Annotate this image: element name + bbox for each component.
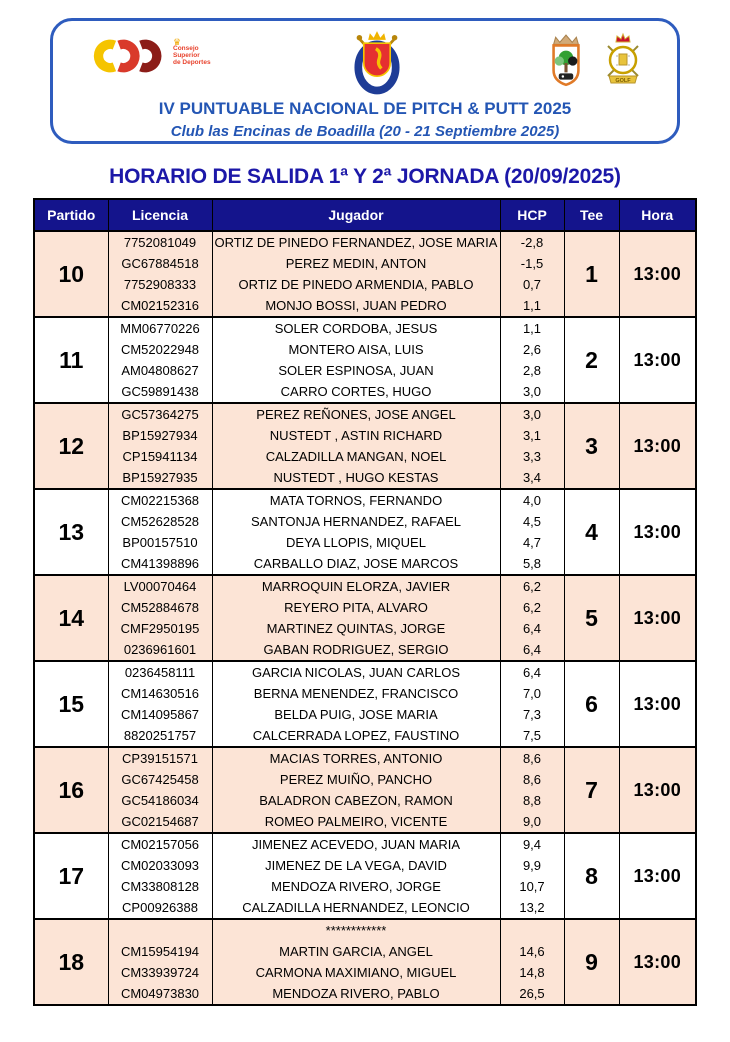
column-header-partido: Partido <box>34 199 108 231</box>
header-banner <box>50 18 680 144</box>
hcp-cell: 4,5 <box>500 511 564 532</box>
tee-cell: 1 <box>564 231 619 317</box>
licencia-cell <box>108 919 212 941</box>
csd-mark-icon <box>91 36 169 81</box>
hora-cell: 13:00 <box>619 489 696 575</box>
jugador-cell: CARBALLO DIAZ, JOSE MARCOS <box>212 553 500 575</box>
licencia-cell: GC67425458 <box>108 769 212 790</box>
hcp-cell: 4,7 <box>500 532 564 553</box>
licencia-cell: GC02154687 <box>108 811 212 833</box>
table-header-row <box>34 199 696 231</box>
hcp-cell: 1,1 <box>500 295 564 317</box>
right-logos <box>543 32 647 95</box>
licencia-cell: LV00070464 <box>108 575 212 597</box>
jugador-cell: CALZADILLA MANGAN, NOEL <box>212 446 500 467</box>
jugador-cell: ORTIZ DE PINEDO ARMENDIA, PABLO <box>212 274 500 295</box>
jugador-cell: MONJO BOSSI, JUAN PEDRO <box>212 295 500 317</box>
jugador-cell: NUSTEDT , ASTIN RICHARD <box>212 425 500 446</box>
licencia-cell: CM52022948 <box>108 339 212 360</box>
jugador-cell: SOLER ESPINOSA, JUAN <box>212 360 500 381</box>
licencia-cell: CM02152316 <box>108 295 212 317</box>
licencia-cell: 8820251757 <box>108 725 212 747</box>
licencia-cell: BP15927934 <box>108 425 212 446</box>
hcp-cell: -1,5 <box>500 253 564 274</box>
licencia-cell: MM06770226 <box>108 317 212 339</box>
player-row <box>34 575 696 597</box>
jugador-cell: MATA TORNOS, FERNANDO <box>212 489 500 511</box>
svg-text:GOLF: GOLF <box>615 78 631 84</box>
licencia-cell: CP00926388 <box>108 897 212 919</box>
jugador-cell: DEYA LLOPIS, MIQUEL <box>212 532 500 553</box>
column-header-jugador: Jugador <box>212 199 500 231</box>
licencia-cell: CM41398896 <box>108 553 212 575</box>
jugador-cell: ROMEO PALMEIRO, VICENTE <box>212 811 500 833</box>
licencia-cell: CP39151571 <box>108 747 212 769</box>
hcp-cell: 26,5 <box>500 983 564 1005</box>
hcp-cell: 1,1 <box>500 317 564 339</box>
tee-cell: 5 <box>564 575 619 661</box>
tee-times-table <box>33 198 697 1006</box>
jugador-cell: PEREZ MUIÑO, PANCHO <box>212 769 500 790</box>
licencia-cell: GC59891438 <box>108 381 212 403</box>
hcp-cell: 3,0 <box>500 403 564 425</box>
licencia-cell: CM14095867 <box>108 704 212 725</box>
partido-cell: 14 <box>34 575 108 661</box>
licencia-cell: CP15941134 <box>108 446 212 467</box>
tee-cell: 8 <box>564 833 619 919</box>
hcp-cell: 7,5 <box>500 725 564 747</box>
hcp-cell: 14,6 <box>500 941 564 962</box>
hora-cell: 13:00 <box>619 661 696 747</box>
hcp-cell: 14,8 <box>500 962 564 983</box>
licencia-cell: CMF2950195 <box>108 618 212 639</box>
hcp-cell: 3,3 <box>500 446 564 467</box>
event-title: IV PUNTUABLE NACIONAL DE PITCH & PUTT 2025 <box>158 99 572 118</box>
hora-cell: 13:00 <box>619 575 696 661</box>
hcp-cell: 13,2 <box>500 897 564 919</box>
jugador-cell: JIMENEZ DE LA VEGA, DAVID <box>212 855 500 876</box>
tee-cell: 6 <box>564 661 619 747</box>
jugador-cell: MENDOZA RIVERO, JORGE <box>212 876 500 897</box>
hora-cell: 13:00 <box>619 317 696 403</box>
licencia-cell: GC54186034 <box>108 790 212 811</box>
jugador-cell: GABAN RODRIGUEZ, SERGIO <box>212 639 500 661</box>
licencia-cell: CM33808128 <box>108 876 212 897</box>
licencia-cell: GC67884518 <box>108 253 212 274</box>
hcp-cell: 5,8 <box>500 553 564 575</box>
hora-cell: 13:00 <box>619 833 696 919</box>
rfeg-crest-icon <box>349 30 405 101</box>
hcp-cell: 0,7 <box>500 274 564 295</box>
jugador-cell: PEREZ REÑONES, JOSE ANGEL <box>212 403 500 425</box>
column-header-tee: Tee <box>564 199 619 231</box>
jugador-cell: CALCERRADA LOPEZ, FAUSTINO <box>212 725 500 747</box>
csd-text-block <box>173 38 211 66</box>
hcp-cell: 3,0 <box>500 381 564 403</box>
hcp-cell: 2,6 <box>500 339 564 360</box>
partido-cell: 18 <box>34 919 108 1005</box>
jugador-cell: SANTONJA HERNANDEZ, RAFAEL <box>212 511 500 532</box>
licencia-cell: CM02215368 <box>108 489 212 511</box>
hcp-cell: 7,0 <box>500 683 564 704</box>
jugador-cell: CARMONA MAXIMIANO, MIGUEL <box>212 962 500 983</box>
jugador-cell: REYERO PITA, ALVARO <box>212 597 500 618</box>
hcp-cell: 7,3 <box>500 704 564 725</box>
licencia-cell: CM02033093 <box>108 855 212 876</box>
hcp-cell: 6,2 <box>500 575 564 597</box>
licencia-cell: AM04808627 <box>108 360 212 381</box>
hcp-cell: 8,6 <box>500 747 564 769</box>
jugador-cell: BELDA PUIG, JOSE MARIA <box>212 704 500 725</box>
hcp-cell: 6,2 <box>500 597 564 618</box>
hora-cell: 13:00 <box>619 231 696 317</box>
partido-cell: 11 <box>34 317 108 403</box>
club-encinas-crest-icon <box>543 32 589 95</box>
licencia-cell: BP00157510 <box>108 532 212 553</box>
table-body <box>34 231 696 1005</box>
partido-cell: 13 <box>34 489 108 575</box>
csd-crown-icon: ♛ <box>173 37 182 47</box>
jugador-cell: MARTINEZ QUINTAS, JORGE <box>212 618 500 639</box>
licencia-cell: CM14630516 <box>108 683 212 704</box>
csd-logo <box>91 36 211 81</box>
logos-row <box>53 21 677 98</box>
hcp-cell: 3,1 <box>500 425 564 446</box>
tee-cell: 9 <box>564 919 619 1005</box>
jugador-cell: ************ <box>212 919 500 941</box>
jugador-cell: MARROQUIN ELORZA, JAVIER <box>212 575 500 597</box>
licencia-cell: BP15927935 <box>108 467 212 489</box>
hcp-cell: 10,7 <box>500 876 564 897</box>
page-title: HORARIO DE SALIDA 1ª Y 2ª JORNADA (20/09/2025) <box>109 165 621 188</box>
partido-cell: 15 <box>34 661 108 747</box>
tee-cell: 2 <box>564 317 619 403</box>
jugador-cell: NUSTEDT , HUGO KESTAS <box>212 467 500 489</box>
csd-text-line: Consejo <box>173 45 199 52</box>
jugador-cell: MONTERO AISA, LUIS <box>212 339 500 360</box>
licencia-cell: 7752908333 <box>108 274 212 295</box>
jugador-cell: SOLER CORDOBA, JESUS <box>212 317 500 339</box>
csd-text-line: de Deportes <box>173 58 211 66</box>
hora-cell: 13:00 <box>619 403 696 489</box>
tee-cell: 3 <box>564 403 619 489</box>
tee-cell: 4 <box>564 489 619 575</box>
licencia-cell: CM52884678 <box>108 597 212 618</box>
jugador-cell: CALZADILLA HERNANDEZ, LEONCIO <box>212 897 500 919</box>
jugador-cell: BALADRON CABEZON, RAMON <box>212 790 500 811</box>
player-row <box>34 317 696 339</box>
jugador-cell: PEREZ MEDIN, ANTON <box>212 253 500 274</box>
hcp-cell: 9,0 <box>500 811 564 833</box>
column-header-licencia: Licencia <box>108 199 212 231</box>
hcp-cell: 3,4 <box>500 467 564 489</box>
hcp-cell: 8,8 <box>500 790 564 811</box>
partido-cell: 16 <box>34 747 108 833</box>
jugador-cell: JIMENEZ ACEVEDO, JUAN MARIA <box>212 833 500 855</box>
hcp-cell <box>500 919 564 941</box>
player-row <box>34 833 696 855</box>
hcp-cell: -2,8 <box>500 231 564 253</box>
player-row <box>34 403 696 425</box>
player-row <box>34 231 696 253</box>
licencia-cell: 0236458111 <box>108 661 212 683</box>
jugador-cell: MACIAS TORRES, ANTONIO <box>212 747 500 769</box>
player-row <box>34 661 696 683</box>
licencia-cell: GC57364275 <box>108 403 212 425</box>
jugador-cell: MARTIN GARCIA, ANGEL <box>212 941 500 962</box>
partido-cell: 12 <box>34 403 108 489</box>
player-row <box>34 747 696 769</box>
madrid-golf-crest-icon <box>599 32 647 95</box>
event-subtitle: Club las Encinas de Boadilla (20 - 21 Septiembre 2025) <box>170 123 560 140</box>
licencia-cell: CM02157056 <box>108 833 212 855</box>
hcp-cell: 8,6 <box>500 769 564 790</box>
page <box>0 18 730 1006</box>
jugador-cell: BERNA MENENDEZ, FRANCISCO <box>212 683 500 704</box>
hcp-cell: 6,4 <box>500 618 564 639</box>
hcp-cell: 4,0 <box>500 489 564 511</box>
hora-cell: 13:00 <box>619 919 696 1005</box>
jugador-cell: GARCIA NICOLAS, JUAN CARLOS <box>212 661 500 683</box>
licencia-cell: 0236961601 <box>108 639 212 661</box>
column-header-hora: Hora <box>619 199 696 231</box>
hcp-cell: 9,9 <box>500 855 564 876</box>
jugador-cell: ORTIZ DE PINEDO FERNANDEZ, JOSE MARIA <box>212 231 500 253</box>
licencia-cell: CM04973830 <box>108 983 212 1005</box>
player-row <box>34 489 696 511</box>
licencia-cell: CM15954194 <box>108 941 212 962</box>
licencia-cell: CM52628528 <box>108 511 212 532</box>
jugador-cell: CARRO CORTES, HUGO <box>212 381 500 403</box>
licencia-cell: 7752081049 <box>108 231 212 253</box>
hcp-cell: 6,4 <box>500 639 564 661</box>
jugador-cell: MENDOZA RIVERO, PABLO <box>212 983 500 1005</box>
hcp-cell: 6,4 <box>500 661 564 683</box>
hcp-cell: 2,8 <box>500 360 564 381</box>
partido-cell: 17 <box>34 833 108 919</box>
partido-cell: 10 <box>34 231 108 317</box>
column-header-hcp: HCP <box>500 199 564 231</box>
tee-cell: 7 <box>564 747 619 833</box>
player-row <box>34 919 696 941</box>
hora-cell: 13:00 <box>619 747 696 833</box>
licencia-cell: CM33939724 <box>108 962 212 983</box>
hcp-cell: 9,4 <box>500 833 564 855</box>
csd-text-line: Superior <box>173 51 200 59</box>
